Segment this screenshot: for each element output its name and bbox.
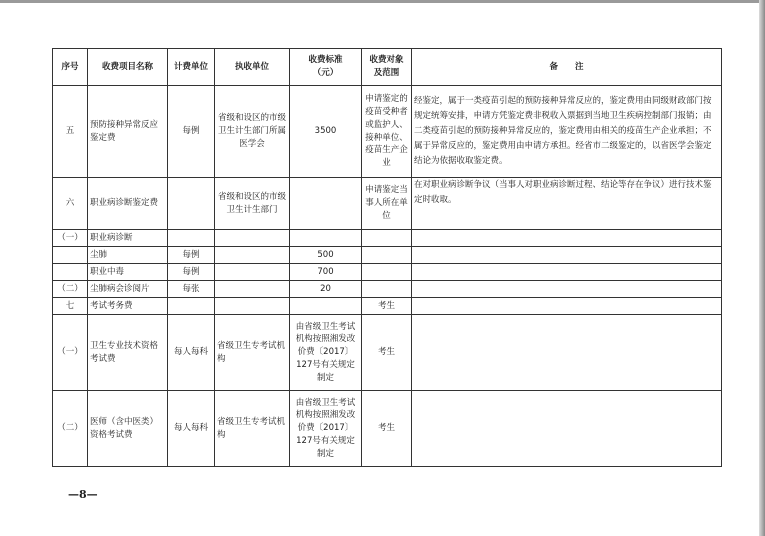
cell-target <box>362 264 412 281</box>
cell-remark <box>412 230 722 247</box>
header-remark: 备 注 <box>412 49 722 86</box>
cell-name: 预防接种异常反应鉴定费 <box>88 86 168 178</box>
cell-standard <box>290 230 362 247</box>
cell-standard: 500 <box>290 247 362 264</box>
cell-agency <box>215 281 290 298</box>
fee-table <box>52 48 722 467</box>
cell-remark <box>412 298 722 315</box>
header-target: 收费对象 及范围 <box>362 49 412 86</box>
cell-target <box>362 281 412 298</box>
cell-seq <box>53 247 88 264</box>
header-agency: 执收单位 <box>215 49 290 86</box>
cell-standard: 3500 <box>290 86 362 178</box>
cell-target: 考生 <box>362 315 412 391</box>
table-row <box>53 247 722 264</box>
cell-remark <box>412 315 722 391</box>
cell-remark: 在对职业病诊断争议（当事人对职业病诊断过程、结论等存在争议）进行技术鉴定时收取。 <box>412 178 722 230</box>
cell-name: 考试考务费 <box>88 298 168 315</box>
header-name: 收费项目名称 <box>88 49 168 86</box>
header-seq: 序号 <box>53 49 88 86</box>
table-row <box>53 178 722 230</box>
cell-agency: 省级和设区的市级卫生计生部门 <box>215 178 290 230</box>
table-row <box>53 230 722 247</box>
cell-remark <box>412 281 722 298</box>
cell-target: 申请鉴定的疫苗受种者或监护人、接种单位、疫苗生产企业 <box>362 86 412 178</box>
cell-standard: 由省级卫生考试机构按照湘发改价费〔2017〕127号有关规定制定 <box>290 315 362 391</box>
cell-unit: 每人每科 <box>168 391 215 467</box>
cell-name: 职业病诊断鉴定费 <box>88 178 168 230</box>
table-row <box>53 391 722 467</box>
cell-unit <box>168 230 215 247</box>
cell-name: 医师（含中医类）资格考试费 <box>88 391 168 467</box>
scan-edge-top <box>0 0 765 3</box>
table-row <box>53 315 722 391</box>
cell-remark <box>412 247 722 264</box>
header-row <box>53 49 722 86</box>
cell-seq: （二） <box>53 391 88 467</box>
table-row <box>53 86 722 178</box>
header-unit: 计费单位 <box>168 49 215 86</box>
cell-agency: 省级和设区的市级卫生计生部门所属医学会 <box>215 86 290 178</box>
cell-remark: 经鉴定，属于一类疫苗引起的预防接种异常反应的，鉴定费用由同级财政部门按规定统筹安排，申请方凭鉴定费非税收入票据到当地卫生疾病控制部门报销；由二类疫苗引起的预防接种异常反应的，鉴定费用由相关的疫苗生产企业承担；不属于异常反应的，鉴定费用由申请方承担。经省市二级鉴定的，以省医学会鉴定结论为依据收取鉴定费。 <box>412 86 722 178</box>
cell-name: 尘肺病会诊阅片 <box>88 281 168 298</box>
cell-unit <box>168 298 215 315</box>
cell-unit: 每例 <box>168 247 215 264</box>
cell-seq: 五 <box>53 86 88 178</box>
header-standard: 收费标准 （元） <box>290 49 362 86</box>
cell-target <box>362 247 412 264</box>
cell-remark <box>412 264 722 281</box>
cell-seq: （一） <box>53 315 88 391</box>
cell-unit: 每张 <box>168 281 215 298</box>
cell-name: 职业中毒 <box>88 264 168 281</box>
cell-standard: 由省级卫生考试机构按照湘发改价费〔2017〕127号有关规定制定 <box>290 391 362 467</box>
cell-seq: （二） <box>53 281 88 298</box>
cell-seq: 七 <box>53 298 88 315</box>
cell-agency <box>215 247 290 264</box>
cell-target <box>362 230 412 247</box>
cell-unit <box>168 178 215 230</box>
cell-agency: 省级卫生专考试机构 <box>215 391 290 467</box>
cell-name: 尘肺 <box>88 247 168 264</box>
cell-target: 考生 <box>362 298 412 315</box>
cell-standard: 20 <box>290 281 362 298</box>
page-number: —8— <box>68 488 98 501</box>
scan-edge-right <box>759 0 765 536</box>
cell-seq: 六 <box>53 178 88 230</box>
cell-agency <box>215 264 290 281</box>
cell-standard <box>290 178 362 230</box>
table-row <box>53 298 722 315</box>
cell-name: 职业病诊断 <box>88 230 168 247</box>
cell-standard: 700 <box>290 264 362 281</box>
cell-remark <box>412 391 722 467</box>
table-row <box>53 264 722 281</box>
cell-name: 卫生专业技术资格考试费 <box>88 315 168 391</box>
table-row <box>53 281 722 298</box>
cell-standard <box>290 298 362 315</box>
cell-target: 申请鉴定当事人所在单位 <box>362 178 412 230</box>
cell-agency <box>215 230 290 247</box>
cell-seq: （一） <box>53 230 88 247</box>
cell-unit: 每例 <box>168 264 215 281</box>
cell-target: 考生 <box>362 391 412 467</box>
cell-seq <box>53 264 88 281</box>
cell-unit: 每人每科 <box>168 315 215 391</box>
cell-agency: 省级卫生专考试机构 <box>215 315 290 391</box>
cell-unit: 每例 <box>168 86 215 178</box>
cell-agency <box>215 298 290 315</box>
